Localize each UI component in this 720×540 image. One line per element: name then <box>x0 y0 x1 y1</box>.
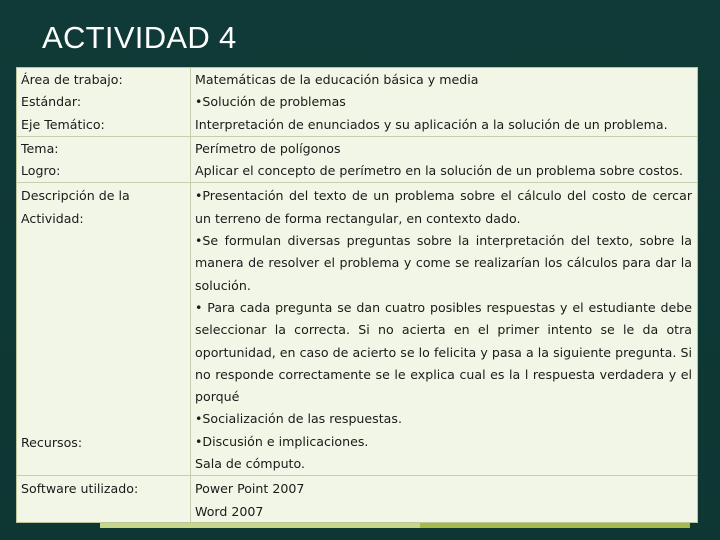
descripcion-item-5: •Discusión e implicaciones. <box>195 433 369 449</box>
tema-label: Tema: <box>21 140 59 156</box>
activity-table <box>16 67 698 523</box>
slide-title: ACTIVIDAD 4 <box>42 20 237 55</box>
tema-value: Perímetro de polígonos <box>195 140 341 156</box>
estandar-value: •Solución de problemas <box>195 94 346 110</box>
recursos-value: Sala de cómputo. <box>195 456 305 472</box>
descripcion-label-line1: Descripción de la <box>21 188 130 204</box>
software-value-1: Power Point 2007 <box>195 481 305 497</box>
software-label: Software utilizado: <box>21 481 139 497</box>
area-value: Matemáticas de la educación básica y media <box>195 72 479 87</box>
row-values-cell <box>191 68 698 136</box>
row-labels-cell <box>17 476 191 523</box>
eje-value: Interpretación de enunciados y su aplicación a la solución de un problema. <box>195 116 668 132</box>
eje-label: Eje Temático: <box>21 116 105 132</box>
descripcion-item-3: • Para cada pregunta se dan cuatro posibles respuestas y el estudiante debe seleccionar la correcta. Si no acierta en el primer intento se le da otra oportunidad, en caso de acierto se lo felicita y pasa a la siguiente pregunta. Si no responde correctamente se le explica cual es la l respuesta verdadera y el porqué <box>195 299 692 405</box>
software-value-2: Word 2007 <box>195 503 264 519</box>
descripcion-item-4: •Socialización de las respuestas. <box>195 411 402 427</box>
recursos-label: Recursos: <box>21 435 83 451</box>
row-values-cell <box>191 476 698 523</box>
descripcion-item-2: •Se formulan diversas preguntas sobre la interpretación del texto, sobre la manera de resolver el problema y come se realizarían los cálculos para dar la solución. <box>195 233 692 293</box>
table-row <box>17 136 697 183</box>
area-label: Área de trabajo: <box>21 72 123 87</box>
logro-value: Aplicar el concepto de perímetro en la solución de un problema sobre costos. <box>195 163 683 179</box>
row-values-cell <box>191 136 698 183</box>
label-spacer <box>21 230 185 432</box>
row-labels-cell <box>17 136 191 183</box>
descripcion-item-1: •Presentación del texto de un problema sobre el cálculo del costo de cercar un terreno de forma rectangular, en contexto dado. <box>195 188 692 226</box>
table-row <box>17 183 697 476</box>
estandar-label: Estándar: <box>21 94 82 110</box>
table-row <box>17 476 697 523</box>
row-values-cell <box>191 183 698 476</box>
row-labels-cell <box>17 68 191 136</box>
logro-label: Logro: <box>21 163 61 179</box>
row-labels-cell <box>17 183 191 476</box>
table-row <box>17 68 697 136</box>
descripcion-label-line2: Actividad: <box>21 210 84 226</box>
